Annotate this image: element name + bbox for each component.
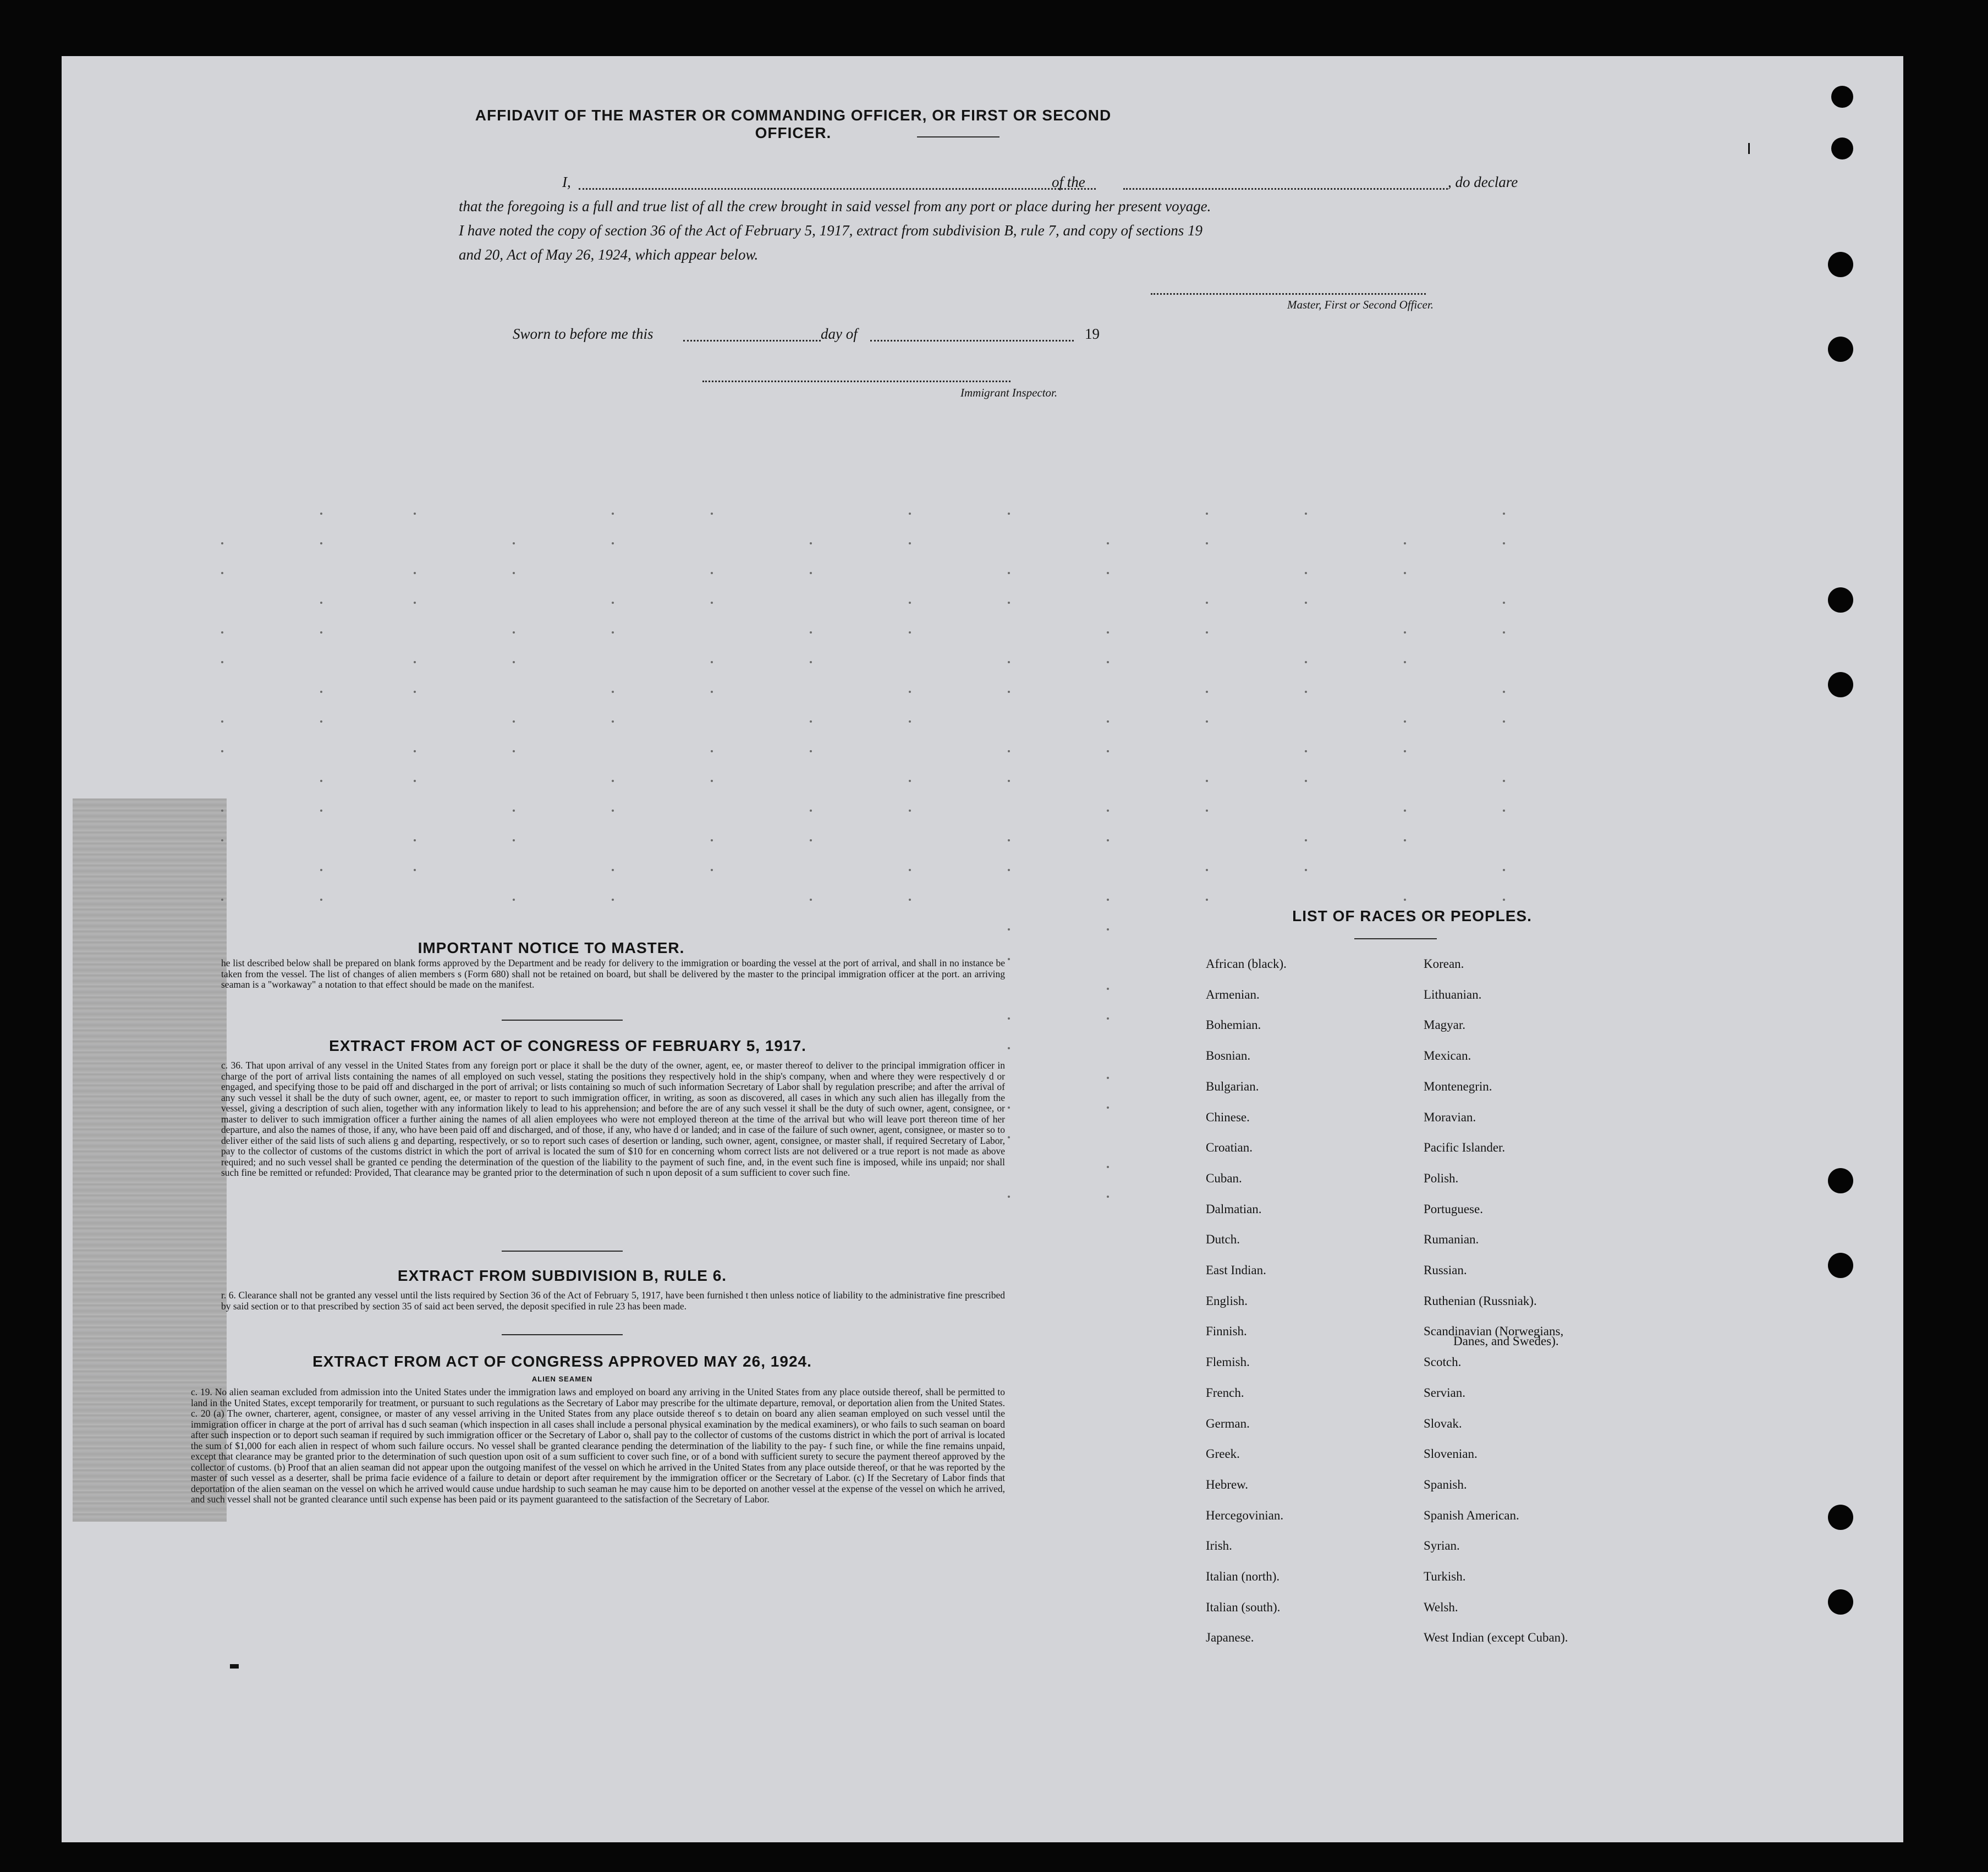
race-item: Lithuanian.: [1424, 987, 1482, 1001]
faint-dot: [612, 513, 614, 515]
race-item: African (black).: [1206, 957, 1287, 971]
faint-dot: [1305, 869, 1307, 871]
faint-dot: [1008, 572, 1010, 574]
faint-dot: [909, 602, 911, 604]
faint-dot: [810, 750, 812, 752]
faint-dot: [221, 839, 223, 841]
race-item: Magyar.: [1424, 1018, 1466, 1032]
faint-dot: [320, 810, 322, 812]
race-item: Bosnian.: [1206, 1049, 1251, 1063]
faint-dot: [1008, 780, 1010, 782]
race-item: West Indian (except Cuban).: [1424, 1631, 1568, 1645]
faint-dot: [1404, 839, 1406, 841]
faint-dot: [612, 720, 614, 723]
faint-dot: [1008, 1136, 1010, 1138]
faint-dot: [414, 750, 416, 752]
faint-dot: [1107, 1106, 1109, 1109]
race-item: Spanish American.: [1424, 1508, 1519, 1522]
race-item: Bulgarian.: [1206, 1079, 1259, 1093]
faint-dot: [513, 631, 515, 634]
faint-dot: [221, 542, 223, 544]
affidavit-of-the: of the: [1052, 174, 1085, 190]
faint-dot: [1206, 691, 1208, 693]
faint-dot: [414, 513, 416, 515]
faint-dot: [1008, 1047, 1010, 1049]
race-item: Finnish.: [1206, 1324, 1247, 1339]
faint-dot: [414, 869, 416, 871]
faint-dot: [1107, 899, 1109, 901]
faint-dot: [1107, 839, 1109, 841]
race-item: Bohemian.: [1206, 1018, 1261, 1032]
faint-dot: [320, 869, 322, 871]
faint-dot: [1404, 631, 1406, 634]
faint-dot: [909, 810, 911, 812]
faint-dot: [513, 572, 515, 574]
faint-dot: [612, 899, 614, 901]
faint-dot: [1107, 720, 1109, 723]
faint-dot: [1206, 720, 1208, 723]
race-item: German.: [1206, 1416, 1250, 1430]
faint-dot: [1305, 661, 1307, 663]
faint-dot: [1107, 631, 1109, 634]
speck: [230, 1664, 239, 1669]
faint-dot: [711, 691, 713, 693]
races-title: LIST OF RACES OR PEOPLES.: [1292, 907, 1532, 924]
faint-dot: [414, 839, 416, 841]
form-page: [62, 56, 1903, 1842]
faint-dot: [1503, 631, 1505, 634]
faint-dot: [810, 542, 812, 544]
faint-dot: [810, 661, 812, 663]
faint-dot: [1107, 928, 1109, 931]
faint-dot: [320, 780, 322, 782]
faint-dot: [513, 661, 515, 663]
faint-dot: [612, 691, 614, 693]
faint-dot: [320, 720, 322, 723]
faint-dot: [1206, 513, 1208, 515]
notice-text: he list described below shall be prepared on blank forms approved by the Department and be ready for delivery to the immigration or boarding the vessel at the port of arrival, and shall in no instance be taken from the vessel. The list of changes of alien members s (Form 680) shall not be retained on board, but shall be delivered by the master to the principal immigration officer at the port. an arriving seaman is a "workaway" a notation to that effect should be made on the manifest.: [221, 957, 1005, 990]
faint-dot: [1503, 869, 1505, 871]
faint-dot: [1107, 572, 1109, 574]
faint-dot: [1206, 869, 1208, 871]
race-item: Scotch.: [1424, 1355, 1462, 1369]
faint-dot: [909, 631, 911, 634]
faint-dot: [221, 720, 223, 723]
faint-dot: [810, 720, 812, 723]
race-item: Moravian.: [1424, 1110, 1476, 1124]
faint-dot: [612, 810, 614, 812]
race-item: French.: [1206, 1385, 1244, 1400]
faint-dot: [810, 572, 812, 574]
faint-dot: [1305, 691, 1307, 693]
race-item: English.: [1206, 1293, 1248, 1308]
faint-dot: [1305, 750, 1307, 752]
faint-dot: [513, 720, 515, 723]
race-item: Portuguese.: [1424, 1202, 1483, 1216]
faint-dot: [1107, 1166, 1109, 1168]
faint-dot: [221, 899, 223, 901]
faint-dot-grid: [62, 56, 1903, 1842]
master-label: Master, First or Second Officer.: [1287, 298, 1434, 311]
faint-dot: [711, 602, 713, 604]
faint-dot: [1404, 899, 1406, 901]
faint-dot: [513, 810, 515, 812]
race-item: Hebrew.: [1206, 1477, 1249, 1491]
faint-dot: [414, 602, 416, 604]
race-item: Turkish.: [1424, 1570, 1466, 1584]
faint-dot: [221, 810, 223, 812]
faint-dot: [909, 542, 911, 544]
faint-dot: [711, 780, 713, 782]
faint-dot: [1107, 542, 1109, 544]
race-item: Chinese.: [1206, 1110, 1250, 1124]
extract-1924-text: c. 19. No alien seaman excluded from admission into the United States under the immigration laws and employed on board any arriving in the United States from any place outside thereof, shall be permitted to land in the United States, except temporarily for treatment, or pursuant to such regulations as the Secretary of Labor may prescribe for the ultimate departure, removal, or deportation alien from the United States. c. 20 (a) The owner, charterer, agent, consignee, or master of any vessel arriving in the United States from any place outside thereof s to detain on board any alien seaman employed on such vessel until the immigration officer in charge at the port of arrival has d such seaman (which inspection in all cases shall include a personal physical examination by the medical examiners), or who fails to such seaman on board after such inspection or to deport such seaman if required by such immigration officer or the Secretary of Labor o, shall pay to the collector of customs of the customs district in which the port of arrival is located the sum of $1,000 for each alien in respect of whom such failure occurs. No vessel shall be granted clearance pending the determination of the liability to the pay- f such fine, or while the fine remains unpaid, except that clearance may be granted prior to the determination of such question upon osit of a sum sufficient to cover such fine, or of a bond with sufficient surety to secure the payment thereof approved by the collector of customs. (b) Proof that an alien seaman did not appear upon the outgoing manifest of the vessel on which he arrived in the United States from any place outside thereof, or that he was reported by the master of such vessel as a deserter, shall be prima facie evidence of a failure to detain or deport after requirement by the immigration officer or the Secretary of Labor. (c) If the Secretary of Labor finds that deportation of the alien seaman on the vessel on which he arrived would cause undue hardship to such seaman he may cause him to be deported on another vessel at the expense of the vessel on which he arrived, and such vessel shall not be granted clearance until such expense has been paid or its payment guaranteed to the satisfaction of the Secretary of Labor.: [191, 1386, 1005, 1505]
race-item: Dalmatian.: [1206, 1202, 1262, 1216]
race-item: Servian.: [1424, 1385, 1466, 1400]
race-item: Korean.: [1424, 957, 1464, 971]
extract-rule6-text: r. 6. Clearance shall not be granted any vessel until the lists required by Section 36 of the Act of February 5, 1917, have been furnished t then unless notice of liability to the administrative fine prescribed by said section or to that prescribed by section 35 of said act been served, the deposit specified in rule 23 has been made.: [221, 1290, 1005, 1312]
faint-dot: [414, 691, 416, 693]
divider: [502, 1334, 623, 1335]
race-item: Scandinavian (Norwegians,: [1424, 1324, 1564, 1339]
race-item: Japanese.: [1206, 1631, 1254, 1645]
faint-dot: [1503, 513, 1505, 515]
faint-dot: [1107, 661, 1109, 663]
faint-dot: [810, 631, 812, 634]
race-item: Flemish.: [1206, 1355, 1250, 1369]
faint-dot: [1107, 1017, 1109, 1020]
faint-dot: [513, 750, 515, 752]
faint-dot: [810, 899, 812, 901]
faint-dot: [1404, 542, 1406, 544]
faint-dot: [320, 691, 322, 693]
affidavit-declare: , do declare: [1448, 174, 1518, 190]
inspector-label: Immigrant Inspector.: [960, 386, 1058, 399]
faint-dot: [1305, 602, 1307, 604]
race-item: Mexican.: [1424, 1049, 1471, 1063]
faint-dot: [414, 780, 416, 782]
faint-dot: [1008, 750, 1010, 752]
faint-dot: [320, 513, 322, 515]
faint-dot: [1503, 899, 1505, 901]
faint-dot: [1404, 720, 1406, 723]
faint-dot: [1404, 661, 1406, 663]
races-title-underline: [1354, 938, 1437, 939]
faint-dot: [1206, 810, 1208, 812]
faint-dot: [1206, 631, 1208, 634]
race-item: Slovenian.: [1424, 1447, 1478, 1461]
faint-dot: [1404, 750, 1406, 752]
faint-dot: [1305, 839, 1307, 841]
faint-dot: [1206, 899, 1208, 901]
faint-dot: [1503, 720, 1505, 723]
faint-dot: [1008, 1017, 1010, 1020]
faint-dot: [909, 869, 911, 871]
faint-dot: [711, 869, 713, 871]
race-item: Greek.: [1206, 1447, 1240, 1461]
faint-dot: [711, 750, 713, 752]
notice-title: IMPORTANT NOTICE TO MASTER.: [418, 939, 685, 956]
faint-dot: [711, 513, 713, 515]
faint-dot: [612, 542, 614, 544]
faint-dot: [1008, 513, 1010, 515]
race-item: Italian (north).: [1206, 1570, 1280, 1584]
faint-dot: [1008, 661, 1010, 663]
race-item: Montenegrin.: [1424, 1079, 1492, 1093]
race-item: Rumanian.: [1424, 1232, 1479, 1247]
faint-dot: [221, 572, 223, 574]
faint-dot: [612, 602, 614, 604]
affidavit-line3: I have noted the copy of section 36 of the Act of February 5, 1917, extract from subdivision B, rule 7, and copy of sections 19: [459, 222, 1202, 239]
faint-dot: [221, 661, 223, 663]
faint-dot: [1404, 572, 1406, 574]
race-item: Welsh.: [1424, 1600, 1458, 1614]
race-item: Danes, and Swedes).: [1453, 1334, 1559, 1348]
faint-dot: [320, 899, 322, 901]
race-item: Russian.: [1424, 1263, 1467, 1278]
race-item: Spanish.: [1424, 1477, 1467, 1491]
faint-dot: [1305, 572, 1307, 574]
faint-dot: [1008, 1196, 1010, 1198]
affidavit-line2: that the foregoing is a full and true list of all the crew brought in said vessel from any port or place during her present voyage.: [459, 198, 1211, 214]
faint-dot: [1008, 691, 1010, 693]
faint-dot: [414, 572, 416, 574]
divider: [502, 1251, 623, 1252]
race-item: Syrian.: [1424, 1539, 1460, 1553]
faint-dot: [1503, 602, 1505, 604]
faint-dot: [1503, 780, 1505, 782]
faint-dot: [909, 780, 911, 782]
faint-dot: [810, 810, 812, 812]
faint-dot: [1008, 602, 1010, 604]
faint-dot: [414, 661, 416, 663]
faint-dot: [909, 691, 911, 693]
faint-dot: [1305, 780, 1307, 782]
faint-dot: [711, 661, 713, 663]
faint-dot: [1305, 513, 1307, 515]
faint-dot: [1503, 691, 1505, 693]
faint-dot: [1206, 780, 1208, 782]
sworn-prefix: Sworn to before me this: [513, 326, 653, 342]
race-item: Dutch.: [1206, 1232, 1240, 1247]
affidavit-i: I,: [562, 174, 571, 190]
faint-dot: [612, 780, 614, 782]
faint-dot: [1107, 988, 1109, 990]
faint-dot: [909, 513, 911, 515]
faint-dot: [612, 631, 614, 634]
race-item: Ruthenian (Russniak).: [1424, 1293, 1537, 1308]
faint-dot: [513, 899, 515, 901]
faint-dot: [1107, 1196, 1109, 1198]
race-item: Armenian.: [1206, 987, 1260, 1001]
race-item: Polish.: [1424, 1171, 1459, 1185]
faint-dot: [221, 750, 223, 752]
faint-dot: [1008, 1106, 1010, 1109]
extract-1917-title: EXTRACT FROM ACT OF CONGRESS OF FEBRUARY 5, 1917.: [329, 1037, 806, 1054]
faint-dot: [1206, 542, 1208, 544]
faint-dot: [810, 839, 812, 841]
faint-dot: [221, 631, 223, 634]
faint-dot: [1404, 810, 1406, 812]
faint-dot: [1107, 810, 1109, 812]
faint-dot: [1008, 958, 1010, 960]
margin-mark: [1748, 143, 1750, 154]
race-item: Croatian.: [1206, 1141, 1253, 1155]
sworn-year: 19: [1085, 326, 1100, 342]
faint-dot: [1008, 869, 1010, 871]
affidavit-title: AFFIDAVIT OF THE MASTER OR COMMANDING OFFICER, OR FIRST OR SECOND OFFICER.: [475, 107, 1112, 141]
alien-seamen-subtitle: ALIEN SEAMEN: [531, 1375, 593, 1383]
race-item: East Indian.: [1206, 1263, 1266, 1278]
race-item: Irish.: [1206, 1539, 1232, 1553]
faint-dot: [1503, 542, 1505, 544]
faint-dot: [320, 542, 322, 544]
races-left-column: [1206, 949, 1287, 1653]
extract-1924-title: EXTRACT FROM ACT OF CONGRESS APPROVED MAY 26, 1924.: [312, 1353, 812, 1370]
race-item: Slovak.: [1424, 1416, 1462, 1430]
faint-dot: [1107, 750, 1109, 752]
faint-dot: [612, 869, 614, 871]
faint-dot: [320, 631, 322, 634]
race-item: Italian (south).: [1206, 1600, 1281, 1614]
race-item: Cuban.: [1206, 1171, 1242, 1185]
faint-dot: [513, 839, 515, 841]
faint-dot: [1107, 1077, 1109, 1079]
faint-dot: [711, 839, 713, 841]
faint-dot: [1503, 810, 1505, 812]
affidavit-line4: and 20, Act of May 26, 1924, which appear below.: [459, 246, 759, 263]
races-right-column: [1424, 949, 1568, 1653]
faint-dot: [1008, 839, 1010, 841]
faint-dot: [909, 720, 911, 723]
faint-dot: [320, 602, 322, 604]
faint-dot: [711, 572, 713, 574]
race-item: Hercegovinian.: [1206, 1508, 1284, 1522]
faint-dot: [513, 542, 515, 544]
sworn-day-of: day of: [821, 326, 858, 342]
race-item: Pacific Islander.: [1424, 1141, 1506, 1155]
divider: [502, 1020, 623, 1021]
faint-dot: [1206, 602, 1208, 604]
extract-rule6-title: EXTRACT FROM SUBDIVISION B, RULE 6.: [397, 1267, 727, 1284]
faint-dot: [1008, 928, 1010, 931]
extract-1917-text: c. 36. That upon arrival of any vessel in the United States from any foreign port or place it shall be the duty of the owner, agent, ee, or master thereof to deliver to the principal immigration officer in charge of the port of arrival lists containing the names of all employed on such vessel, stating the positions they respectively hold in the ship's company, when and where they were respectively d or engaged, and specifying those to be paid off and discharged in the port of arrival; or lists containing so much of such information Secretary of Labor shall by regulation prescribe; and after the arrival of any such vessel it shall be the duty of such owner, agent, ee, or master to report to such immigration officer, in writing, as soon as discovered, all cases in which any such alien has illegally from the vessel, giving a description of such alien, together with any information likely to lead to his apprehension; and before the are of any such vessel it shall be the duty of such owner, agent, consignee, or master to deliver to such immigration officer a further aining the names of all alien employees who were not employed thereon at the time of the arrival but who will leave port thereon time of her departure, and also the names of those, if any, who have been paid off and discharged, and of those, if any, who have d or landed; and in case of the failure of such owner, agent, consignee, or master so to deliver either of the said lists of such aliens g and departing, respectively, or so to report such cases of desertion or landing, such owner, agent, consignee, or master shall, if required Secretary of Labor, pay to the collector of customs of the customs district in which the port of arrival is located the sum of $10 for en concerning whom correct lists are not delivered or a true report is not made as above required; and no such vessel shall be granted ce pending the determination of the question of the liability to the payment of such fine, and, in the event such fine is imposed, while ins unpaid; nor shall such fine be remitted or refunded: Provided, That clearance may be granted prior to the determination of such n upon deposit of a sum sufficient to cover such fine.: [221, 1060, 1005, 1178]
faint-dot: [909, 899, 911, 901]
